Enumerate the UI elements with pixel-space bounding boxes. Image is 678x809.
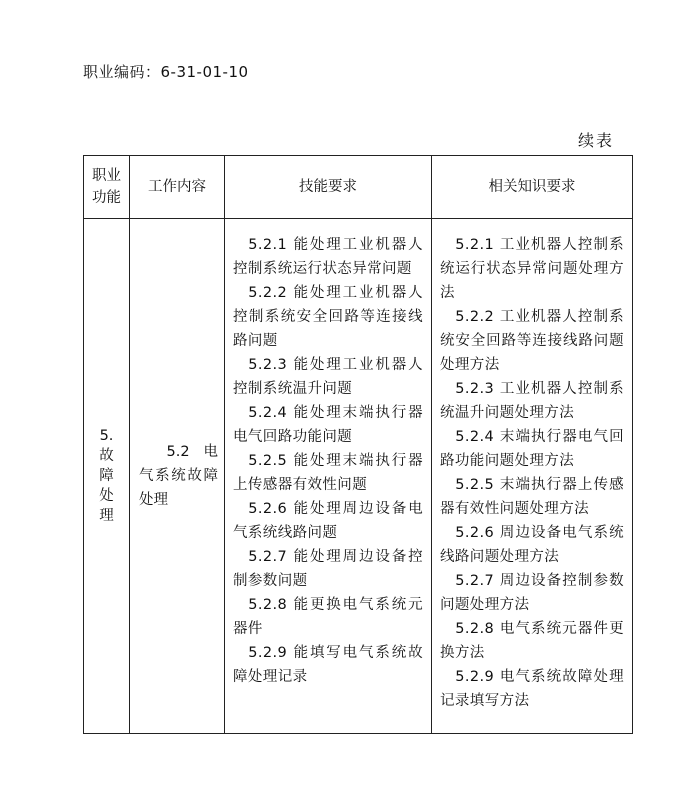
skill-item: 5.2.4 能处理末端执行器电气回路功能问题 xyxy=(233,405,423,445)
skill-item: 5.2.7 能处理周边设备控制参数问题 xyxy=(233,549,423,589)
knowledge-item: 5.2.4 末端执行器电气回路功能问题处理方法 xyxy=(440,429,624,469)
knowledge-item: 5.2.9 电气系统故障处理记录填写方法 xyxy=(440,669,624,709)
knowledge-item: 5.2.1 工业机器人控制系统运行状态异常问题处理方法 xyxy=(440,237,624,301)
skills-cell xyxy=(225,219,432,734)
continued-label: 续表 xyxy=(578,131,615,150)
knowledge-item: 5.2.3 工业机器人控制系统温升问题处理方法 xyxy=(440,381,624,421)
header-work-content: 工作内容 xyxy=(130,156,225,219)
skill-item: 5.2.5 能处理末端执行器上传感器有效性问题 xyxy=(233,453,423,493)
knowledge-item: 5.2.6 周边设备电气系统线路问题处理方法 xyxy=(440,525,624,565)
work-content-text: 5.2 电气系统故障处理 xyxy=(139,444,218,508)
header-knowledge: 相关知识要求 xyxy=(432,156,633,219)
knowledge-item: 5.2.7 周边设备控制参数问题处理方法 xyxy=(440,573,624,613)
function-text: 5.故障处理 xyxy=(99,428,114,524)
knowledge-cell xyxy=(432,219,633,734)
skill-item: 5.2.2 能处理工业机器人控制系统安全回路等连接线路问题 xyxy=(233,285,423,349)
header-skills: 技能要求 xyxy=(225,156,432,219)
table-row xyxy=(84,219,633,734)
knowledge-item: 5.2.2 工业机器人控制系统安全回路等连接线路问题处理方法 xyxy=(440,309,624,373)
work-content-cell xyxy=(130,219,225,734)
knowledge-item: 5.2.8 电气系统元器件更换方法 xyxy=(440,621,624,661)
skill-item: 5.2.8 能更换电气系统元器件 xyxy=(233,597,423,637)
skill-item: 5.2.3 能处理工业机器人控制系统温升问题 xyxy=(233,357,423,397)
occupation-code: 职业编码：6-31-01-10 xyxy=(83,63,249,81)
table-header-row xyxy=(84,156,633,219)
function-cell xyxy=(84,219,130,734)
skill-item: 5.2.6 能处理周边设备电气系统线路问题 xyxy=(233,501,423,541)
skill-item: 5.2.9 能填写电气系统故障处理记录 xyxy=(233,645,423,685)
requirements-table xyxy=(83,155,633,734)
knowledge-item: 5.2.5 末端执行器上传感器有效性问题处理方法 xyxy=(440,477,624,517)
header-function: 职业 功能 xyxy=(84,156,130,219)
skill-item: 5.2.1 能处理工业机器人控制系统运行状态异常问题 xyxy=(233,237,423,277)
